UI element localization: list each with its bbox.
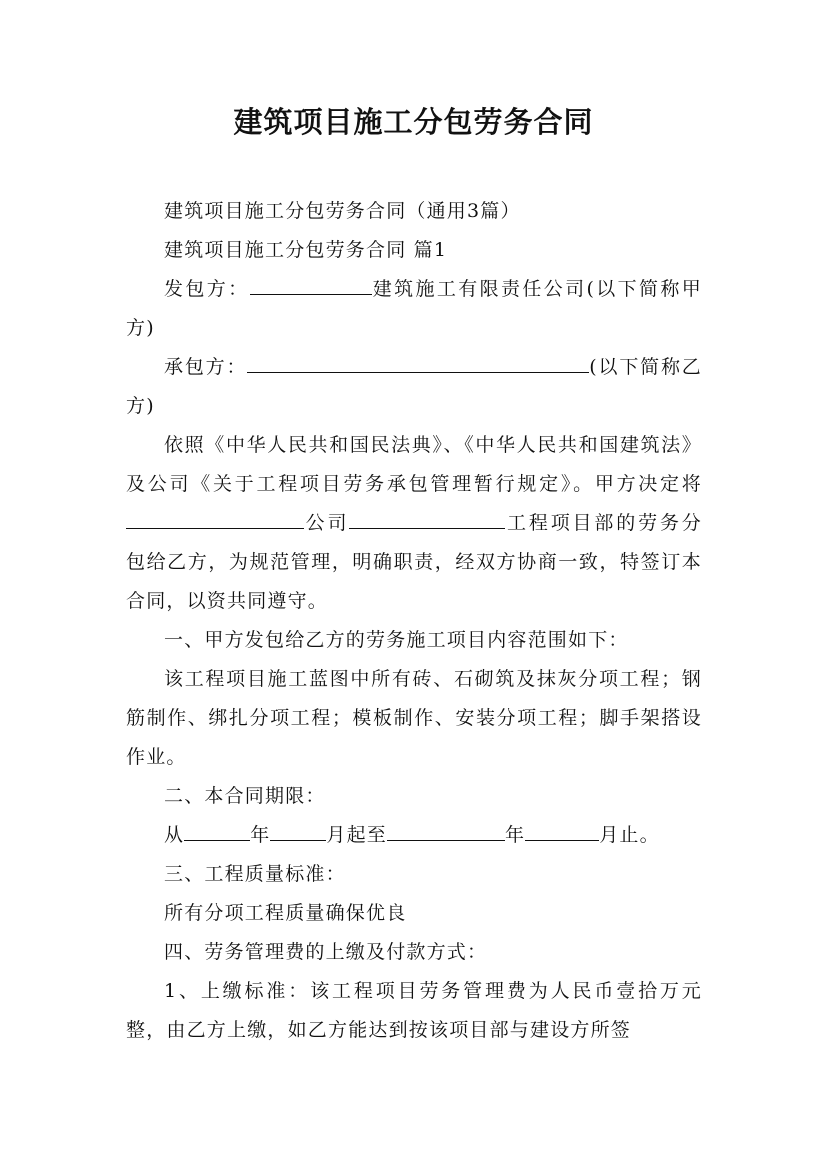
basis-part2: 公司 — [304, 512, 350, 534]
contractor-suffix: (以下简称乙方) — [126, 356, 702, 417]
section4-item1: 1、上缴标准：该工程项目劳务管理费为人民币壹拾万元整，由乙方上缴，如乙方能达到按该项目部与建设方所签 — [126, 980, 702, 1041]
period-year2: 年 — [505, 824, 526, 846]
company-blank — [126, 504, 304, 529]
basis-part1: 依照《中华人民共和国民法典》、《中华人民共和国建筑法》及公司《关于工程项目劳务承包管理暂行规定》。甲方决定将 — [126, 434, 702, 495]
section4-heading: 四、劳务管理费的上缴及付款方式： — [164, 941, 488, 963]
period-year1: 年 — [250, 824, 271, 846]
basis-paragraph — [126, 426, 702, 621]
contractor-prefix: 承包方： — [164, 356, 248, 378]
project-blank — [349, 504, 505, 529]
section1-body: 该工程项目施工蓝图中所有砖、石砌筑及抹灰分项工程；钢筋制作、绑扎分项工程；模板制作、安装分项工程；脚手架搭设作业。 — [126, 668, 702, 768]
contractor-name-blank — [247, 348, 589, 373]
document-body — [126, 192, 702, 1050]
period-month1: 月起至 — [326, 824, 388, 846]
employer-prefix: 发包方： — [164, 278, 250, 300]
subtitle: 建筑项目施工分包劳务合同（通用3篇） — [164, 200, 521, 222]
section1-heading: 一、甲方发包给乙方的劳务施工项目内容范围如下： — [164, 629, 629, 651]
employer-name-blank — [250, 270, 372, 295]
document-title: 建筑项目施工分包劳务合同 — [233, 105, 594, 139]
section2-heading: 二、本合同期限： — [164, 785, 326, 807]
start-year-blank — [184, 816, 250, 841]
section3-body: 所有分项工程质量确保优良 — [164, 902, 407, 924]
basis-part3: 工程项目部的劳务分包给乙方，为规范管理，明确职责，经双方协商一致，特签订本合同，以资共同遵守。 — [126, 512, 702, 612]
period-month2: 月止。 — [599, 824, 660, 846]
contractor-line — [126, 348, 702, 426]
period-line — [126, 816, 702, 855]
part-heading: 建筑项目施工分包劳务合同 篇1 — [164, 239, 448, 261]
employer-line — [126, 270, 702, 348]
employer-suffix: 建筑施工有限责任公司(以下简称甲方) — [126, 278, 702, 339]
section3-heading: 三、工程质量标准： — [164, 863, 346, 885]
end-month-blank — [525, 816, 599, 841]
period-from: 从 — [164, 824, 185, 846]
start-month-blank — [270, 816, 326, 841]
end-year-blank — [387, 816, 505, 841]
